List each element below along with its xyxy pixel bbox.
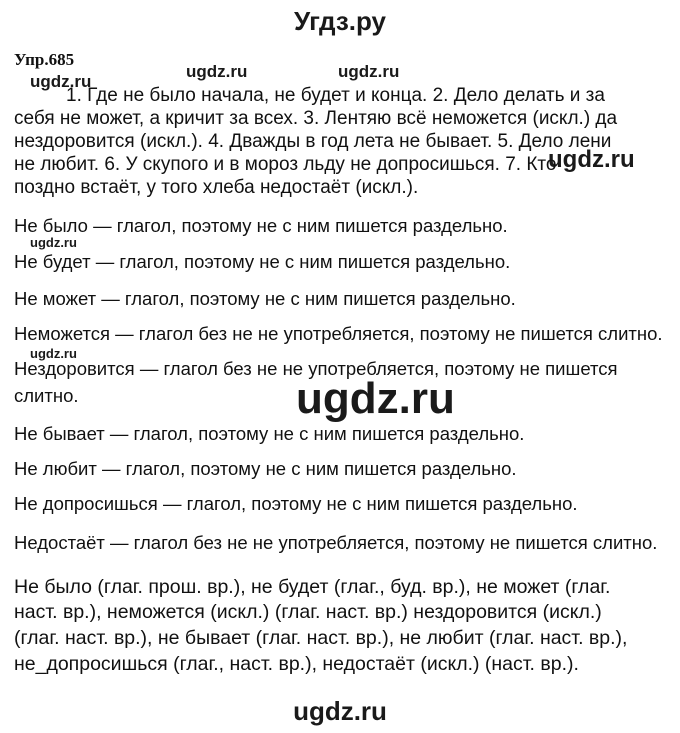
explanation-line: Не может — глагол, поэтому не с ним пишется раздельно. — [14, 288, 516, 309]
watermark: ugdz.ru — [186, 62, 248, 81]
site-title: Угдз.ру — [294, 6, 386, 36]
exercise-label: Упр.685 — [14, 50, 75, 69]
watermark: ugdz.ru — [338, 62, 400, 81]
analysis-line: наст. вр.), неможется (искл.) (глаг. наст. вр.) нездоровится (искл.) — [14, 601, 602, 623]
explanation-line: Нездоровится — глагол без не не употребляется, поэтому не пишется — [14, 358, 618, 379]
explanation-line: Неможется — глагол без не не употребляется, поэтому не пишется слитно. — [14, 323, 663, 344]
explanation-line: Не бывает — глагол, поэтому не с ним пишется раздельно. — [14, 423, 525, 444]
watermark: ugdz.ru — [548, 146, 635, 173]
proverb-line: нездоровится (искл.). 4. Дважды в год лета не бывает. 5. Дело лени — [14, 131, 612, 152]
proverb-line: себя не может, а кричит за всех. 3. Лентяю всё неможется (искл.) да — [14, 108, 618, 129]
explanation-line: слитно. — [14, 385, 79, 406]
site-footer: ugdz.ru — [293, 696, 387, 726]
watermark: ugdz.ru — [30, 72, 92, 91]
explanation-line: Недостаёт — глагол без не не употребляется, поэтому не пишется слитно. — [14, 532, 658, 553]
watermark-large: ugdz.ru — [296, 374, 455, 423]
watermark: ugdz.ru — [30, 346, 77, 361]
analysis-line: не_допросишься (глаг., наст. вр.), недостаёт (искл.) (наст. вр.). — [14, 653, 579, 675]
analysis-line: (глаг. наст. вр.), не бывает (глаг. наст. вр.), не любит (глаг. наст. вр.), — [14, 627, 628, 649]
explanation-line: Не допросишься — глагол, поэтому не с ним пишется раздельно. — [14, 493, 578, 514]
watermark: ugdz.ru — [30, 235, 77, 250]
explanation-line: Не будет — глагол, поэтому не с ним пишется раздельно. — [14, 251, 511, 272]
proverb-line: поздно встаёт, у того хлеба недостаёт (искл.). — [14, 177, 419, 198]
analysis-line: Не было (глаг. прош. вр.), не будет (глаг., буд. вр.), не может (глаг. — [14, 576, 611, 598]
explanation-line: Не было — глагол, поэтому не с ним пишется раздельно. — [14, 215, 508, 236]
proverb-line: 1. Где не было начала, не будет и конца. 2. Дело делать и за — [66, 85, 605, 106]
proverb-line: не любит. 6. У скупого и в мороз льду не допросишься. 7. Кто — [14, 154, 557, 175]
explanation-line: Не любит — глагол, поэтому не с ним пишется раздельно. — [14, 458, 517, 479]
